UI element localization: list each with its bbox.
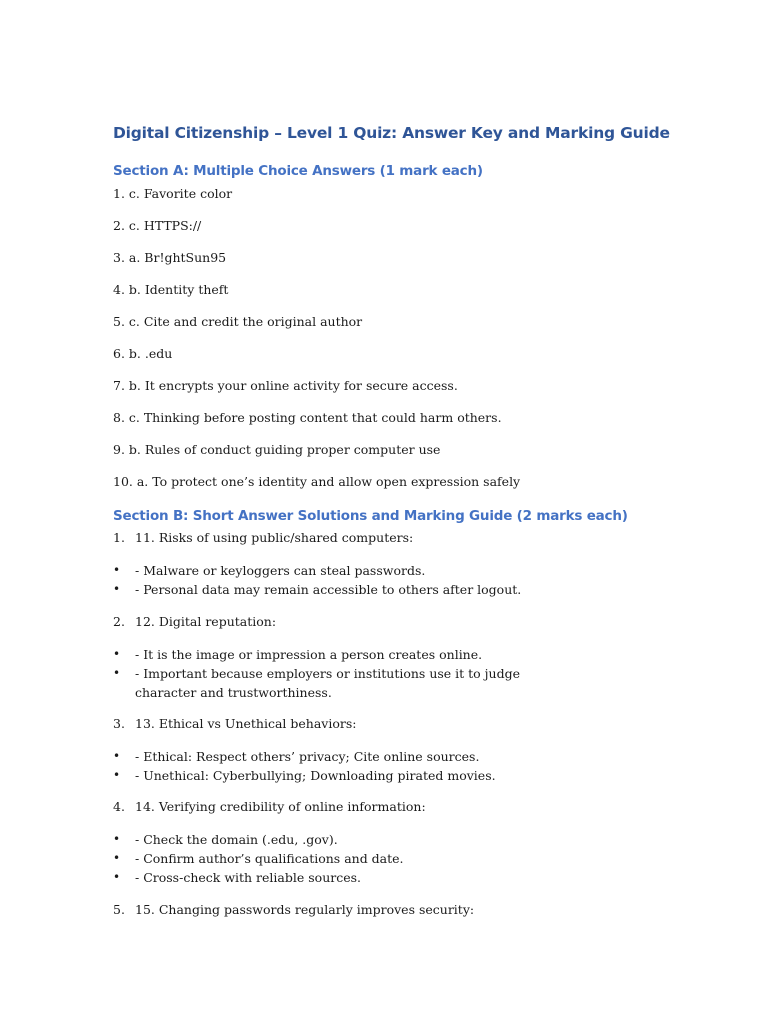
short-answer-question: 14. Verifying credibility of online information:	[135, 799, 426, 814]
mc-answer-9: 9. b. Rules of conduct guiding proper computer use	[113, 442, 441, 457]
list-number: 2.	[113, 614, 125, 629]
mc-answer-1: 1. c. Favorite color	[113, 186, 233, 201]
list-number: 5.	[113, 902, 125, 917]
answer-bullet: - Check the domain (.edu, .gov).	[135, 832, 338, 847]
document-title: Digital Citizenship – Level 1 Quiz: Answer Key and Marking Guide	[113, 124, 670, 142]
answer-bullet: - Cross-check with reliable sources.	[135, 870, 362, 885]
bullet-icon: •	[113, 832, 121, 846]
bullet-icon: •	[113, 768, 121, 782]
answer-bullet: - Malware or keyloggers can steal passwords.	[135, 563, 426, 578]
section-a-heading: Section A: Multiple Choice Answers (1 mark each)	[113, 163, 483, 179]
answer-bullet: - Personal data may remain accessible to others after logout.	[135, 582, 522, 597]
section-b-heading: Section B: Short Answer Solutions and Marking Guide (2 marks each)	[113, 508, 628, 524]
answer-bullet: - Unethical: Cyberbullying; Downloading pirated movies.	[135, 768, 496, 783]
mc-answer-4: 4. b. Identity theft	[113, 282, 229, 297]
mc-answer-8: 8. c. Thinking before posting content that could harm others.	[113, 410, 502, 425]
mc-answer-10: 10. a. To protect one’s identity and allow open expression safely	[113, 474, 521, 489]
bullet-icon: •	[113, 666, 121, 680]
bullet-icon: •	[113, 749, 121, 763]
answer-bullet: - Ethical: Respect others’ privacy; Cite online sources.	[135, 749, 480, 764]
short-answer-question: 15. Changing passwords regularly improves security:	[135, 902, 475, 917]
short-answer-question: 11. Risks of using public/shared computers:	[135, 530, 414, 545]
bullet-icon: •	[113, 851, 121, 865]
answer-bullet: - It is the image or impression a person creates online.	[135, 647, 483, 662]
bullet-icon: •	[113, 870, 121, 884]
bullet-icon: •	[113, 563, 121, 577]
list-number: 4.	[113, 799, 125, 814]
mc-answer-6: 6. b. .edu	[113, 346, 173, 361]
bullet-icon: •	[113, 582, 121, 596]
list-number: 3.	[113, 716, 125, 731]
list-number: 1.	[113, 530, 125, 545]
short-answer-question: 13. Ethical vs Unethical behaviors:	[135, 716, 357, 731]
mc-answer-3: 3. a. Br!ghtSun95	[113, 250, 227, 265]
mc-answer-7: 7. b. It encrypts your online activity for secure access.	[113, 378, 458, 393]
answer-bullet: - Confirm author’s qualifications and date.	[135, 851, 404, 866]
bullet-icon: •	[113, 647, 121, 661]
answer-bullet: - Important because employers or institutions use it to judge character and trustworthiness.	[135, 666, 520, 700]
mc-answer-2: 2. c. HTTPS://	[113, 218, 202, 233]
mc-answer-5: 5. c. Cite and credit the original author	[113, 314, 363, 329]
short-answer-question: 12. Digital reputation:	[135, 614, 277, 629]
